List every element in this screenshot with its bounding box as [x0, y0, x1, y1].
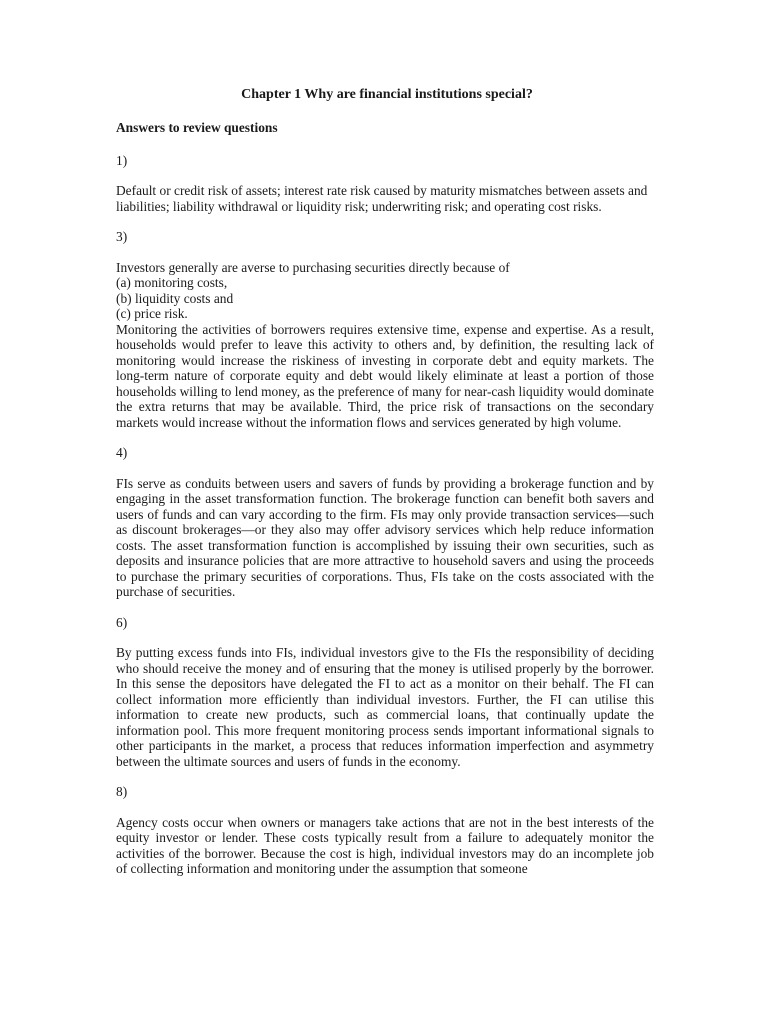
answer-8: Agency costs occur when owners or managers take actions that are not in the best interests of the equity investor or lender. These costs typically result from a failure to adequately monitor the activities of the borrower. Because the cost is high, individual investors may do an incomplete job of collecting information and monitoring under the assumption that someone — [116, 814, 654, 876]
answer-3-body: Monitoring the activities of borrowers requires extensive time, expense and expertise. As a result, households would prefer to leave this activity to others and, by definition, the resulting lack of monitoring would increase the riskiness of investing in corporate debt and equity markets. The long-term nature of corporate equity and debt would likely eliminate at least a portion of those households willing to lend money, as the preference of many for near-cash liquidity would dominate the extra returns that may be available. Third, the price risk of transactions on the secondary markets would increase without the information flows and services generated by high volume. — [116, 321, 654, 430]
answer-3 — [116, 260, 654, 431]
section-subtitle: Answers to review questions — [116, 120, 278, 135]
question-number-8: 8) — [116, 784, 128, 799]
answer-4: FIs serve as conduits between users and savers of funds by providing a brokerage function and by engaging in the asset transformation function. The brokerage function can benefit both savers and users of funds and can vary according to the firm. FIs may only provide transaction services—such as discount brokerages—or they also may offer advisory services which help reduce information costs. The asset transformation function is accomplished by issuing their own securities, such as deposits and insurance policies that are more attractive to household savers and using the proceeds to purchase the primary securities of corporations. Thus, FIs take on the costs associated with the purchase of securities. — [116, 475, 654, 599]
question-number-6: 6) — [116, 614, 128, 630]
answer-6: By putting excess funds into FIs, individual investors give to the FIs the responsibility of deciding who should receive the money and of ensuring that the money is utilised properly by the borrower. In this sense the depositors have delegated the FI to act as a monitor on their behalf. The FI can collect information more efficiently than individual investors. Further, the FI can utilise this information to create new products, such as commercial loans, that continually update the information pool. This more frequent monitoring process sends important informational signals to other participants in the market, a process that reduces information imperfection and asymmetry between the ultimate sources and users of funds in the economy. — [116, 645, 654, 769]
chapter-title: Chapter 1 Why are financial institutions special? — [241, 87, 533, 102]
question-number-4: 4) — [116, 445, 128, 460]
answer-3-intro: Investors generally are averse to purchasing securities directly because of — [116, 259, 510, 275]
answer-1: Default or credit risk of assets; interest rate risk caused by maturity mismatches between assets and liabilities; liability withdrawal or liquidity risk; underwriting risk; and operating cost risks. — [116, 183, 648, 214]
question-number-3: 3) — [116, 229, 128, 244]
answer-3-item-a: (a) monitoring costs, — [116, 275, 228, 290]
answer-3-item-c: (c) price risk. — [116, 306, 188, 321]
answer-3-item-b: (b) liquidity costs and — [116, 290, 234, 306]
question-number-1: 1) — [116, 152, 128, 168]
